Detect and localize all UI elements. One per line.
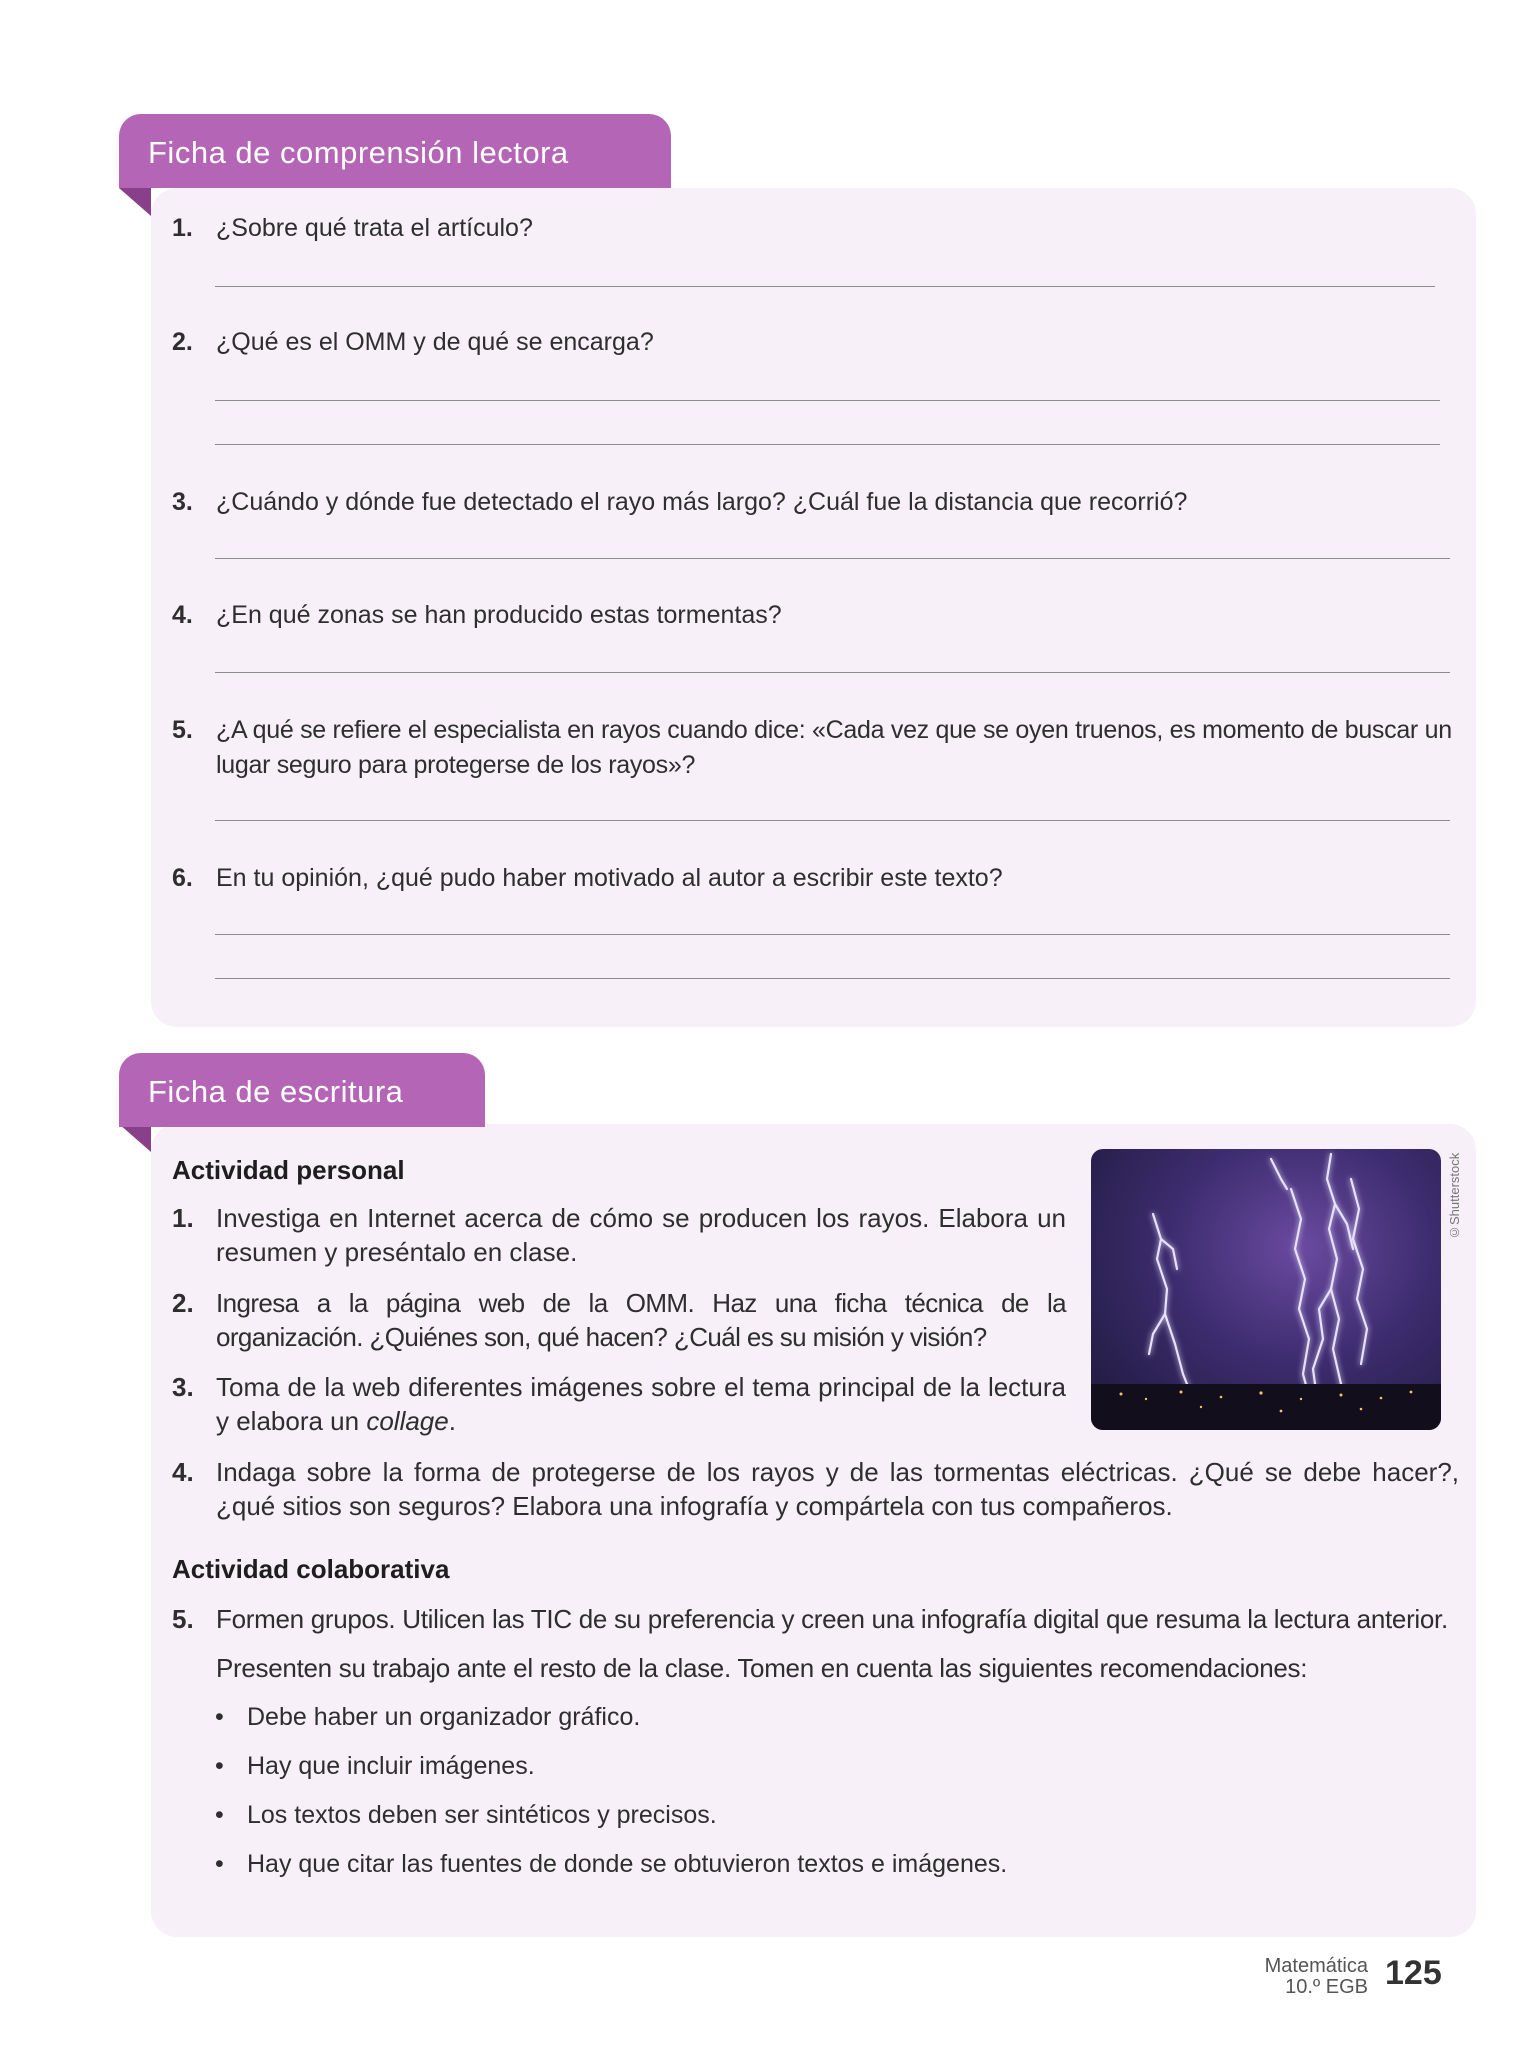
answer-line[interactable] <box>215 820 1450 821</box>
lightning-illustration <box>1091 1149 1441 1430</box>
bullet-text: Hay que citar las fuentes de donde se obtuvieron textos e imágenes. <box>247 1850 1008 1878</box>
activity-number: 2. <box>172 1288 194 1318</box>
lightning-photo <box>1091 1149 1441 1430</box>
answer-line[interactable] <box>215 558 1450 559</box>
activity-number: 1. <box>172 1203 194 1233</box>
answer-line[interactable] <box>215 672 1450 673</box>
page-number: 125 <box>1385 1954 1442 1992</box>
answer-line[interactable] <box>215 286 1435 287</box>
question-number: 4. <box>172 601 193 629</box>
activity-text: Investiga en Internet acerca de cómo se producen los rayos. Elabora un resumen y preséntalo en clase. <box>216 1203 1066 1267</box>
activity-text: Indaga sobre la forma de protegerse de los rayos y de las tormentas eléctricas. ¿Qué se debe hacer?, ¿qué sitios son seguros? Elabora una infografía y compártela con tus compañeros. <box>216 1457 1459 1521</box>
footer-subject: Matemática <box>1264 1955 1368 1977</box>
question-number: 3. <box>172 488 193 516</box>
photo-credit: ©Shutterstock <box>1447 1152 1462 1240</box>
bullet-text: Los textos deben ser sintéticos y precisos. <box>247 1801 717 1829</box>
question-text: ¿Sobre qué trata el artículo? <box>216 214 533 242</box>
question-text: En tu opinión, ¿qué pudo haber motivado al autor a escribir este texto? <box>216 864 1003 892</box>
question-number: 2. <box>172 328 193 356</box>
question-number: 5. <box>172 716 193 744</box>
question-text: ¿Cuándo y dónde fue detectado el rayo más largo? ¿Cuál fue la distancia que recorrió? <box>216 488 1188 516</box>
footer-grade: 10.º EGB <box>1285 1976 1368 1998</box>
bullet-text: Debe haber un organizador gráfico. <box>247 1703 641 1731</box>
question-text: ¿Qué es el OMM y de qué se encarga? <box>216 328 654 356</box>
bullet-dot: • <box>215 1752 224 1780</box>
activity-text-italic: collage <box>366 1406 449 1436</box>
activity-personal-heading: Actividad personal <box>172 1155 405 1185</box>
activity-text: Formen grupos. Utilicen las TIC de su preferencia y creen una infografía digital que resuma la lectura anterior. <box>216 1604 1448 1634</box>
tab-fold <box>119 1124 151 1152</box>
question-text: ¿En qué zonas se han producido estas tormentas? <box>216 601 782 629</box>
collab-intro: Presenten su trabajo ante el resto de la clase. Tomen en cuenta las siguientes recomendaciones: <box>216 1653 1308 1683</box>
bullet-dot: • <box>215 1703 224 1731</box>
activity-text <box>216 1370 1066 1438</box>
question-number: 6. <box>172 864 193 892</box>
answer-line[interactable] <box>215 400 1440 401</box>
bullet-dot: • <box>215 1801 224 1829</box>
activity-number: 3. <box>172 1372 194 1402</box>
answer-line[interactable] <box>215 978 1450 979</box>
footer-subject-block <box>1265 1956 1368 1998</box>
answer-line[interactable] <box>215 444 1440 445</box>
answer-line[interactable] <box>215 934 1450 935</box>
activity-text-part: Toma de la web diferentes imágenes sobre el tema principal de la lectura y elabora un <box>216 1372 1066 1436</box>
activity-text: Ingresa a la página web de la OMM. Haz una ficha técnica de la organización. ¿Quiénes son, qué hacen? ¿Cuál es su misión y visión? <box>216 1288 1066 1352</box>
section-tab-comprension: Ficha de comprensión lectora <box>119 114 671 188</box>
activity-number: 5. <box>172 1604 194 1634</box>
question-text: ¿A qué se refiere el especialista en rayos cuando dice: «Cada vez que se oyen truenos, es momento de buscar un lugar seguro para protegerse de los rayos»? <box>216 716 1452 779</box>
bullet-text: Hay que incluir imágenes. <box>247 1752 535 1780</box>
activity-collab-heading: Actividad colaborativa <box>172 1554 450 1584</box>
activity-text-part: . <box>448 1406 456 1436</box>
section-tab-escritura: Ficha de escritura <box>119 1053 485 1127</box>
tab-fold <box>119 188 151 216</box>
question-number: 1. <box>172 214 193 242</box>
activity-number: 4. <box>172 1457 194 1487</box>
bullet-dot: • <box>215 1850 224 1878</box>
